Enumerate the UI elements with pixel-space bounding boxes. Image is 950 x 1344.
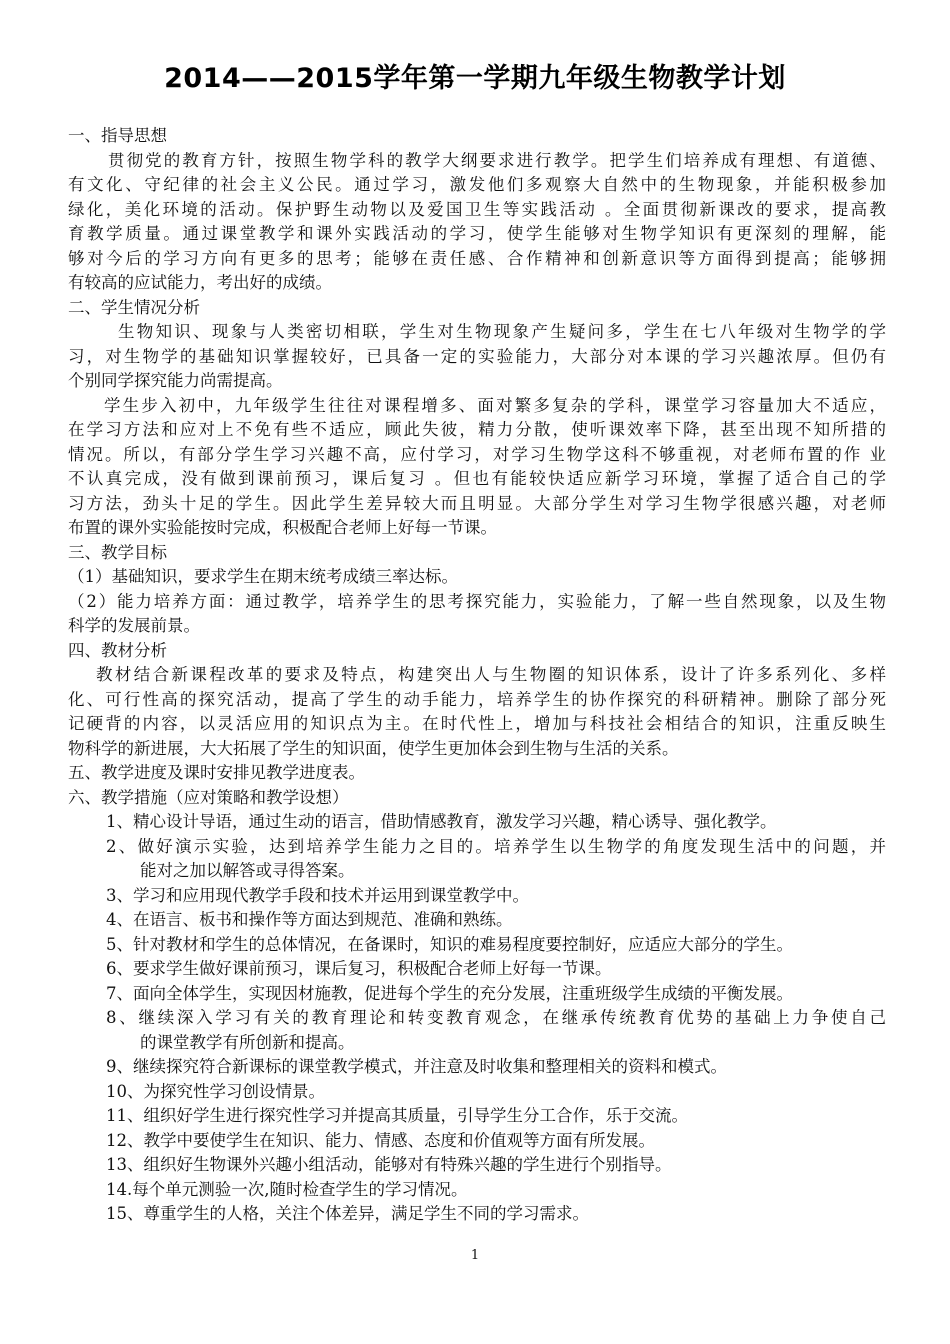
text-line: 15、尊重学生的人格，关注个体差异，满足学生不同的学习需求。 <box>106 1204 589 1223</box>
text-line: （1）基础知识，要求学生在期末统考成绩三率达标。 <box>68 567 458 586</box>
text-line: 五、教学进度及课时安排见教学进度表。 <box>68 763 365 782</box>
text-line: 教材结合新课程改革的要求及特点，构建突出人与生物圈的知识体系，设计了许多系列化、多样 <box>96 665 886 684</box>
text-line: 4、在语言、板书和操作等方面达到规范、准确和熟练。 <box>106 910 513 929</box>
text-line: 11、组织好学生进行探究性学习并提高其质量，引导学生分工合作，乐于交流。 <box>106 1106 688 1125</box>
text-line: 能对之加以解答或寻得答案。 <box>140 861 355 880</box>
text-line: 二、学生情况分析 <box>68 297 200 317</box>
text-line: 情况。所以，有部分学生学习兴趣不高，应付学习，对学习生物学这科不够重视，对老师布置的作 业 <box>68 444 886 464</box>
text-line: 的课堂教学有所创新和提高。 <box>140 1032 355 1052</box>
text-line: 习方法，劲头十足的学生。因此学生差异较大而且明显。大部分学生对学习生物学很感兴趣，对老师 <box>68 493 886 513</box>
text-line: 1、精心设计导语，通过生动的语言，借助情感教育，激发学习兴趣，精心诱导、强化教学。 <box>106 812 777 831</box>
document-title: 2014——2015学年第一学期九年级生物教学计划 <box>164 63 786 94</box>
text-line: 不认真完成，没有做到课前预习，课后复习 。但也有能较快适应新学习环境，掌握了适合自己的学 <box>68 469 886 488</box>
text-line: （2）能力培养方面：通过教学，培养学生的思考探究能力，实验能力，了解一些自然现象，以及生物 <box>68 591 886 611</box>
text-line: 记硬背的内容，以灵活应用的知识点为主。在时代性上，增加与科技社会相结合的知识，注重反映生 <box>68 714 886 733</box>
text-line: 六、教学措施（应对策略和教学设想） <box>68 787 349 807</box>
text-line: 物科学的新进展，大大拓展了学生的知识面，使学生更加体会到生物与生活的关系。 <box>68 738 679 758</box>
text-line: 化、可行性高的探究活动，提高了学生的动手能力，培养学生的协作探究的科研精神。删除了部分死 <box>68 689 886 709</box>
text-line: 5、针对教材和学生的总体情况，在备课时，知识的难易程度要控制好，应适应大部分的学生。 <box>106 934 793 954</box>
text-line: 学生步入初中，九年级学生往往对课程增多、面对繁多复杂的学科，课堂学习容量加大不适应， <box>104 395 886 415</box>
text-line: 个别同学探究能力尚需提高。 <box>68 371 283 390</box>
text-line: 13、组织好生物课外兴趣小组活动，能够对有特殊兴趣的学生进行个别指导。 <box>106 1155 672 1174</box>
document-body <box>68 124 886 1227</box>
page-number: 1 <box>470 1248 480 1263</box>
text-line: 9、继续探究符合新课标的课堂教学模式，并注意及时收集和整理相关的资料和模式。 <box>106 1057 727 1076</box>
text-line: 够对今后的学习方向有更多的思考；能够在责任感、合作精神和创新意识等方面得到提高；能够拥 <box>68 248 886 268</box>
text-line: 习，对生物学的基础知识掌握较好，已具备一定的实验能力，大部分对本课的学习兴趣浓厚。但仍有 <box>68 346 886 366</box>
text-line: 四、教材分析 <box>68 640 167 660</box>
text-line: 科学的发展前景。 <box>68 616 200 635</box>
text-line: 有文化、守纪律的社会主义公民。通过学习，激发他们多观察大自然中的生物现象，并能积极参加 <box>68 175 886 194</box>
text-line: 育教学质量。通过课堂教学和课外实践活动的学习，使学生能够对生物学知识有更深刻的理解，能 <box>68 224 886 243</box>
text-line: 12、教学中要使学生在知识、能力、情感、态度和价值观等方面有所发展。 <box>106 1130 655 1150</box>
text-line: 绿化，美化环境的活动。保护野生动物以及爱国卫生等实践活动 。全面贯彻新课改的要求，提高教 <box>68 199 886 219</box>
text-line: 14.每个单元测验一次,随时检查学生的学习情况。 <box>106 1179 468 1199</box>
text-line: 8、继续深入学习有关的教育理论和转变教育观念，在继承传统教育优势的基础上力争使自己 <box>106 1008 886 1027</box>
text-line: 有较高的应试能力，考出好的成绩。 <box>68 273 332 292</box>
text-line: 在学习方法和应对上不免有些不适应，顾此失彼，精力分散，使听课效率下降，甚至出现不知所措的 <box>68 420 886 439</box>
text-line: 贯彻党的教育方针，按照生物学科的教学大纲要求进行教学。把学生们培养成有理想、有道德、 <box>108 150 886 170</box>
text-line: 一、指导思想 <box>68 126 167 145</box>
text-line: 三、教学目标 <box>68 542 167 562</box>
text-line: 生物知识、现象与人类密切相联，学生对生物现象产生疑问多，学生在七八年级对生物学的学 <box>118 322 886 341</box>
text-line: 6、要求学生做好课前预习，课后复习，积极配合老师上好每一节课。 <box>106 959 612 978</box>
text-line: 3、学习和应用现代教学手段和技术并运用到课堂教学中。 <box>106 885 529 905</box>
text-line: 7、面向全体学生，实现因材施教，促进每个学生的充分发展，注重班级学生成绩的平衡发展。 <box>106 983 793 1003</box>
text-line: 2、做好演示实验，达到培养学生能力之目的。培养学生以生物学的角度发现生活中的问题，并 <box>106 836 886 856</box>
text-line: 布置的课外实验能按时完成，积极配合老师上好每一节课。 <box>68 518 497 537</box>
text-line: 10、为探究性学习创设情景。 <box>106 1081 325 1101</box>
